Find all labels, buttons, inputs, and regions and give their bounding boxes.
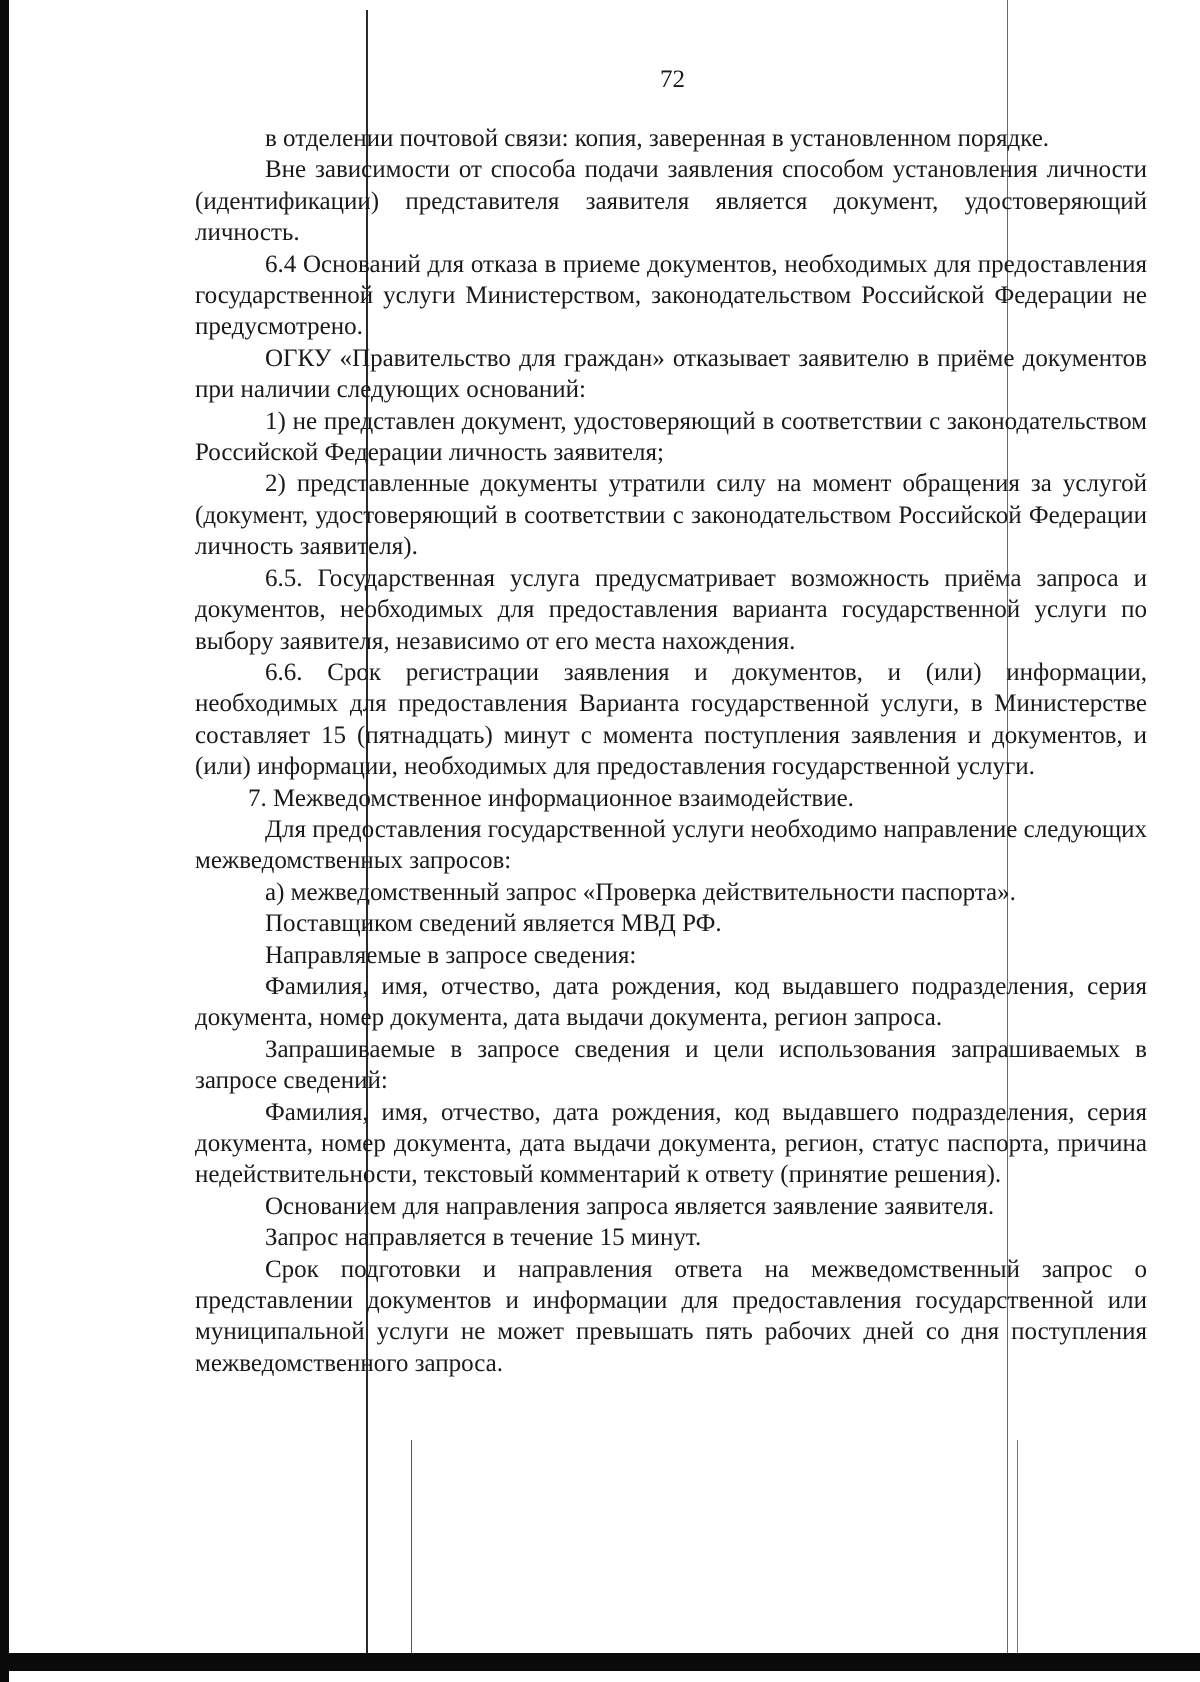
scan-edge-bottom [0, 1653, 1200, 1671]
paragraph: Срок подготовки и направления ответа на межведомственный запрос о представлении документов и информации для предоставления государственной или муниципальной услуги не может превышать пять рабочих дней со дня поступления межведомственного запроса. [195, 1255, 1147, 1377]
paragraph: Запрашиваемые в запросе сведения и цели использования запрашиваемых в запросе сведений: [195, 1035, 1147, 1095]
paragraph: 6.6. Срок регистрации заявления и документов, и (или) информации, необходимых для предоставления Варианта государственной услуги, в Министерстве составляет 15 (пятнадцать) минут с момента поступления заявления и документов, и (или) информации, необходимых для предоставления государственной услуги. [195, 658, 1147, 781]
document-body [195, 123, 1147, 1379]
paragraph: Основанием для направления запроса является заявление заявителя. [265, 1192, 995, 1220]
scan-fold-line [411, 1440, 412, 1655]
paragraph: Фамилия, имя, отчество, дата рождения, код выдавшего подразделения, серия документа, номер документа, дата выдачи документа, регион, статус паспорта, причина недействительности, текстовый комментарий к ответу (принятие решения). [195, 1098, 1147, 1189]
paragraph: Для предоставления государственной услуги необходимо направление следующих межведомственных запросов: [195, 815, 1147, 875]
paragraph: 7. Межведомственное информационное взаимодействие. [248, 784, 854, 812]
paragraph: Запрос направляется в течение 15 минут. [265, 1224, 702, 1252]
scan-fold-line [1017, 1440, 1018, 1655]
paragraph: а) межведомственный запрос «Проверка действительности паспорта». [265, 878, 1016, 906]
paragraph: 6.4 Оснований для отказа в приеме документов, необходимых для предоставления государственной услуги Министерством, законодательством Российской Федерации не предусмотрено. [195, 250, 1147, 341]
paragraph: 2) представленные документы утратили силу на момент обращения за услугой (документ, удостоверяющий в соответствии с законодательством Российской Федерации личность заявителя). [195, 470, 1147, 561]
paragraph: ОГКУ «Правительство для граждан» отказывает заявителю в приёме документов при наличии следующих оснований: [195, 344, 1147, 404]
paragraph: 1) не представлен документ, удостоверяющий в соответствии с законодательством Российской Федерации личность заявителя; [195, 407, 1147, 467]
paragraph: Поставщиком сведений является МВД РФ. [265, 910, 722, 938]
page-number: 72 [660, 66, 685, 93]
paragraph: в отделении почтовой связи: копия, заверенная в установленном порядке. [265, 125, 1050, 152]
scan-edge-left [0, 0, 9, 1682]
paragraph: Фамилия, имя, отчество, дата рождения, код выдавшего подразделения, серия документа, номер документа, дата выдачи документа, регион запроса. [195, 972, 1147, 1032]
paragraph: 6.5. Государственная услуга предусматривает возможность приёма запроса и документов, необходимых для предоставления варианта государственной услуги по выбору заявителя, независимо от его места нахождения. [195, 564, 1147, 655]
paragraph: Направляемые в запросе сведения: [265, 941, 637, 969]
paragraph: Вне зависимости от способа подачи заявления способом установления личности (идентификации) представителя заявителя является документ, удостоверяющий личность. [195, 156, 1147, 247]
